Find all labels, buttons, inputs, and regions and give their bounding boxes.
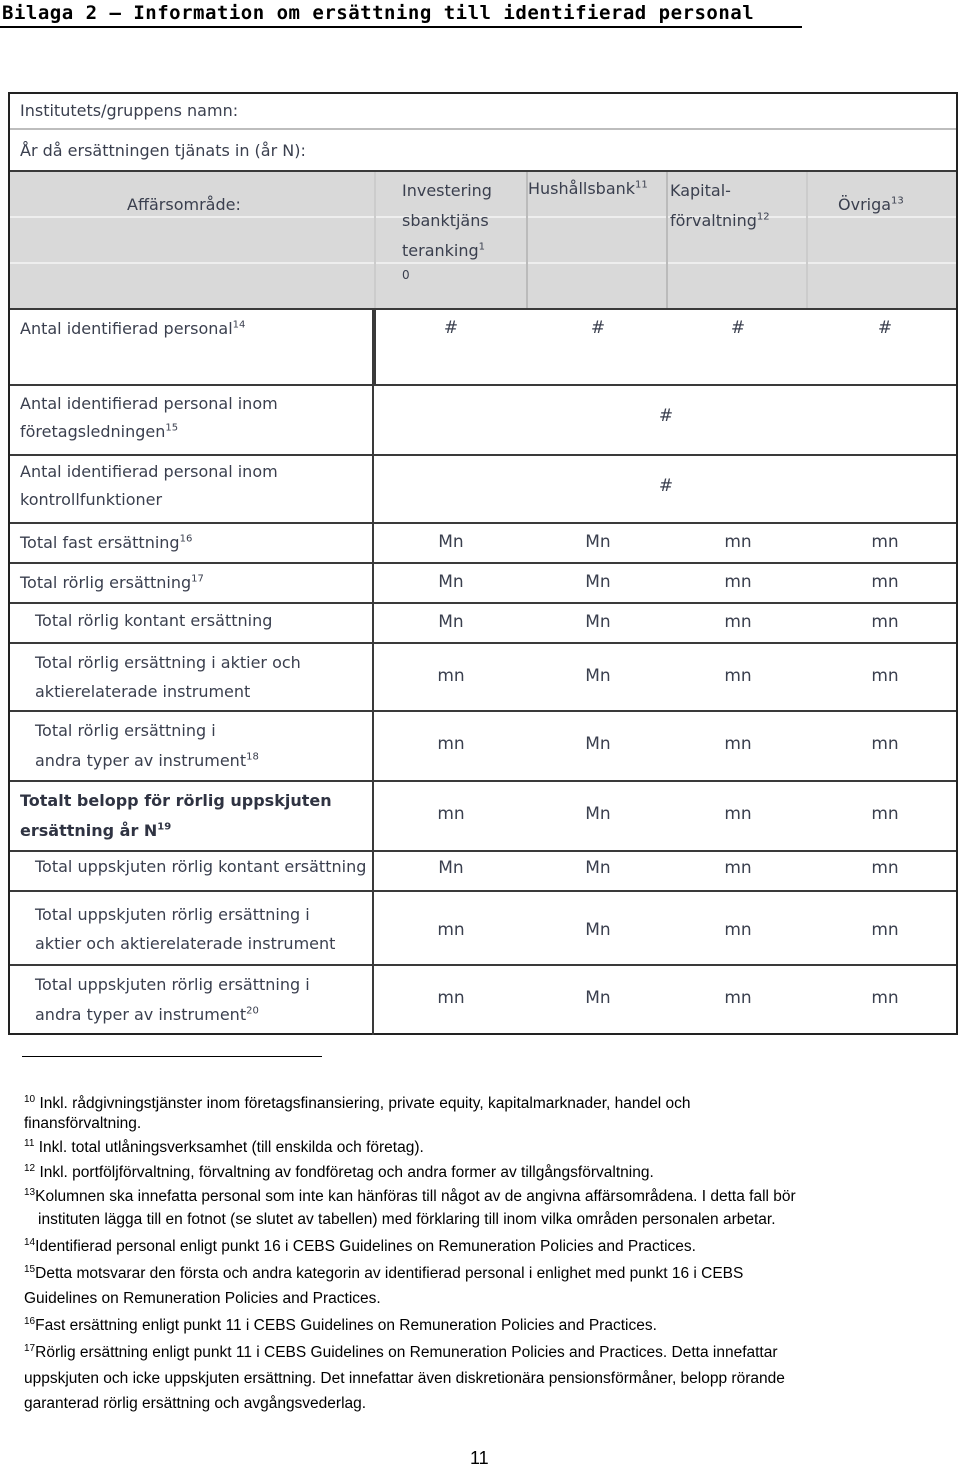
page-number: 11	[470, 1448, 489, 1468]
row-label-variable-cash: Total rörlig kontant ersättning	[35, 611, 273, 630]
row-label-variable-remuneration: Total rörlig ersättning$^{17}$	[20, 573, 204, 592]
row-label-deferred-shares: Total uppskjuten rörlig ersättning i aktier och aktierelaterade instrument	[35, 905, 336, 953]
footnote-11: $^{11}$ Inkl. total utlåningsverksamhet (till enskilda och företag).	[24, 1137, 424, 1156]
row-label-deferred-other-instruments: Total uppskjuten rörlig ersättning i andra typer av instrument$^{20}$	[35, 975, 310, 1024]
cell-value: Mn	[438, 858, 464, 878]
cell-value: mn	[871, 532, 899, 552]
cell-value: #	[658, 476, 674, 496]
cell-value: Mn	[438, 572, 464, 592]
remuneration-table	[8, 92, 958, 1035]
cell-value: mn	[437, 804, 465, 824]
cell-value: #	[658, 406, 674, 426]
cell-value: mn	[724, 920, 752, 940]
cell-value: mn	[871, 572, 899, 592]
cell-value: mn	[437, 734, 465, 754]
cell-value: mn	[871, 734, 899, 754]
cell-value: mn	[437, 920, 465, 940]
cell-value: mn	[724, 988, 752, 1008]
row-label-fixed-remuneration: Total fast ersättning$^{16}$	[20, 533, 193, 552]
footnote-15: $^{15}$Detta motsvarar den första och andra kategorin av identifierad personal i enlighet med punkt 16 i CEBS Guidelines on Remuneration Policies and Practices.	[24, 1263, 744, 1307]
cell-value: Mn	[585, 988, 611, 1008]
cell-value: Mn	[585, 612, 611, 632]
column-header-investment-banking: Investering sbanktjäns teranking$^1$ 0	[402, 181, 492, 282]
footnote-17: $^{17}$Rörlig ersättning enligt punkt 11 i CEBS Guidelines on Remuneration Policies and Practices. Detta innefattar uppskjuten och icke uppskjuten ersättning. Det innefattar även diskretionära pensionsförmåner, belopp rörande garanterad rörlig ersättning och avgångsvederlag.	[24, 1342, 785, 1412]
cell-value: #	[877, 318, 893, 338]
cell-value: mn	[724, 858, 752, 878]
institute-label: Institutets/gruppens namn:	[20, 101, 239, 120]
cell-value: Mn	[438, 532, 464, 552]
cell-value: mn	[871, 804, 899, 824]
column-header-retail-banking: Hushållsbank$^{11}$	[528, 179, 648, 198]
cell-value: Mn	[585, 532, 611, 552]
row-label-deferred-total: Totalt belopp för rörlig uppskjuten ersättning år $N^{19}$	[20, 791, 332, 840]
cell-value: mn	[437, 988, 465, 1008]
row-label-identified-staff: Antal identifierad personal$^{14}$	[20, 319, 246, 338]
column-header-other: Övriga$^{13}$	[838, 195, 904, 214]
column-header-asset-management: Kapital- förvaltning$^{12}$	[670, 181, 770, 230]
cell-value: Mn	[585, 734, 611, 754]
footnote-14: $^{14}$Identifierad personal enligt punkt 16 i CEBS Guidelines on Remuneration Policies and Practices.	[24, 1236, 696, 1255]
footnote-13: $^{13}$Kolumnen ska innefatta personal som inte kan hänföras till något av de angivna affärsområdena. I detta fall bör instituten lägga till en fotnot (se slutet av tabellen) med förklaring till inom vilka områden personalen arbetar.	[24, 1186, 796, 1228]
row-label-variable-other-instruments: Total rörlig ersättning i andra typer av instrument$^{18}$	[35, 721, 259, 770]
cell-value: mn	[724, 804, 752, 824]
cell-value: mn	[724, 612, 752, 632]
cell-value: mn	[724, 666, 752, 686]
cell-value: mn	[724, 532, 752, 552]
cell-value: mn	[437, 666, 465, 686]
cell-value: Mn	[585, 666, 611, 686]
page-title: Bilaga 2 — Information om ersättning till identifierad personal	[0, 0, 802, 28]
row-label-deferred-cash: Total uppskjuten rörlig kontant ersättning	[35, 857, 367, 876]
cell-value: mn	[724, 734, 752, 754]
footnote-rule	[22, 1056, 322, 1057]
cell-value: mn	[871, 920, 899, 940]
cell-value: Mn	[585, 858, 611, 878]
cell-value: mn	[871, 988, 899, 1008]
cell-value: #	[730, 318, 746, 338]
footnote-16: $^{16}$Fast ersättning enligt punkt 11 i CEBS Guidelines on Remuneration Policies and Practices.	[24, 1315, 657, 1334]
row-label-management-staff: Antal identifierad personal inom företagsledningen$^{15}$	[20, 394, 278, 441]
cell-value: Mn	[585, 572, 611, 592]
year-label: År då ersättningen tjänats in (år N):	[20, 141, 306, 160]
row-label-variable-shares: Total rörlig ersättning i aktier och aktierelaterade instrument	[35, 653, 301, 701]
cell-value: mn	[871, 858, 899, 878]
cell-value: #	[590, 318, 606, 338]
cell-value: #	[443, 318, 459, 338]
cell-value: mn	[724, 572, 752, 592]
business-area-label: Affärsområde:	[127, 195, 241, 214]
cell-value: Mn	[438, 612, 464, 632]
row-label-control-staff: Antal identifierad personal inom kontrollfunktioner	[20, 462, 278, 509]
cell-value: Mn	[585, 804, 611, 824]
cell-value: Mn	[585, 920, 611, 940]
cell-value: mn	[871, 666, 899, 686]
footnote-12: $^{12}$ Inkl. portföljförvaltning, förvaltning av fondföretag och andra former av tillgångsförvaltning.	[24, 1162, 654, 1181]
cell-value: mn	[871, 612, 899, 632]
footnote-10: $^{10}$ Inkl. rådgivningstjänster inom företagsfinansiering, private equity, kapitalmarknader, handel och finansförvaltning.	[24, 1093, 691, 1132]
